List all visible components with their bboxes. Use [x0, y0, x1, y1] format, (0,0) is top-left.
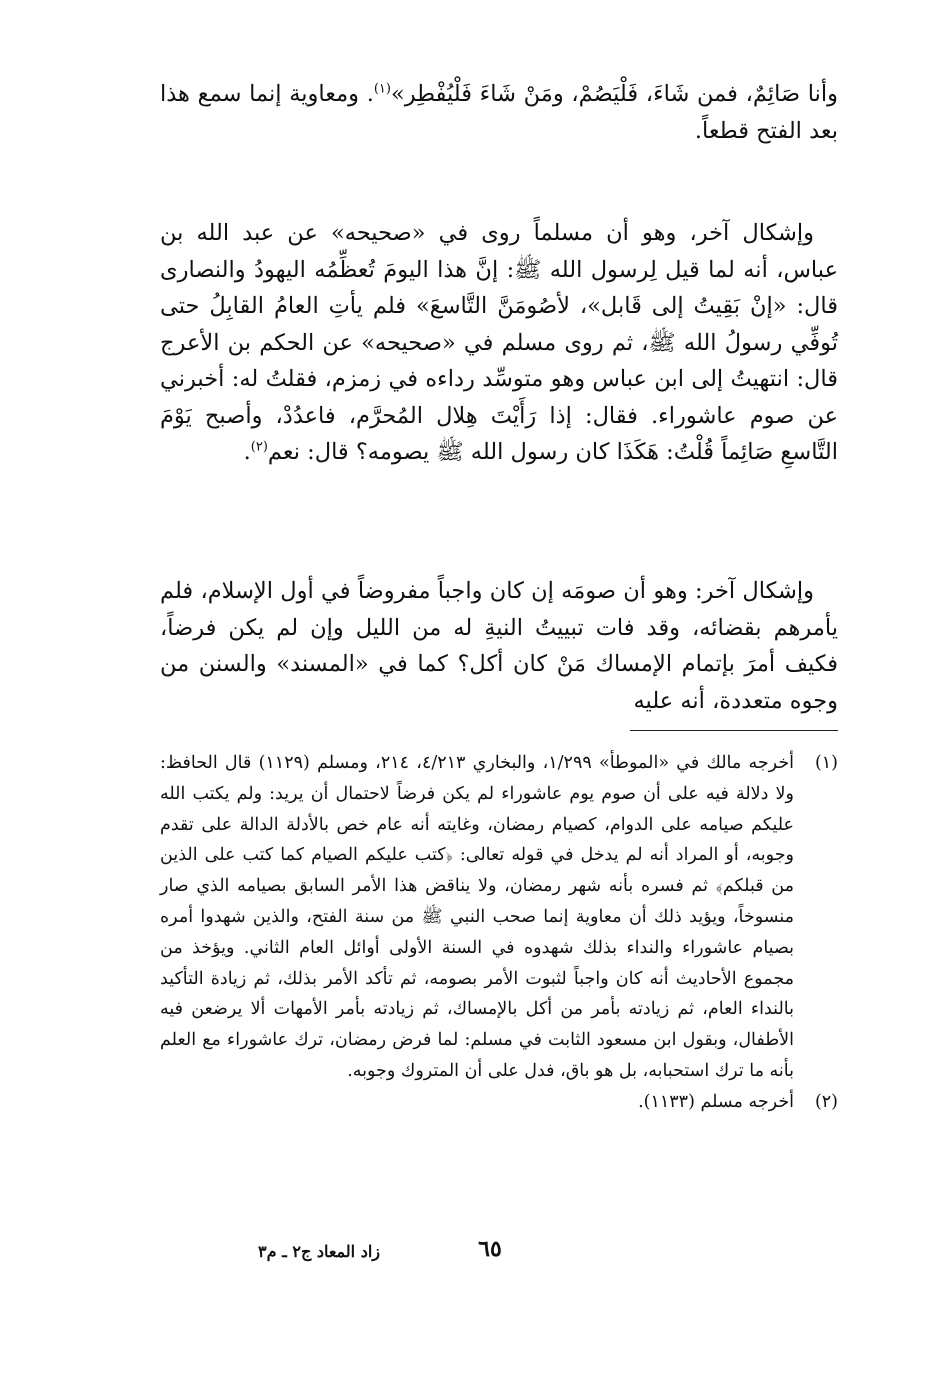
paragraph-1-text: [160, 76, 838, 149]
footnote-ref-1[interactable]: (١): [373, 81, 391, 97]
paragraph-3-text: وإشكال آخر: وهو أن صومَه إن كان واجباً مفروضاً في أول الإسلام، فلم يأمرهم بقضائه، وقد فات تبييتُ النيةِ له من الليل وإن لم يكن فرضاً، فكيف أمرَ بإتمام الإمساك مَنْ كان أكل؟ كما في «المسند» والسنن من وجوه متعددة، أنه عليه: [160, 578, 838, 714]
footnotes: [160, 748, 838, 1118]
footnote-2-number: (٢): [814, 1091, 838, 1112]
footnote-2: [160, 1087, 838, 1118]
page-number: ٦٥: [478, 1236, 502, 1262]
paragraph-1-text-a: وأنا صَائِمٌ، فمن شَاءَ، فَلْيَصُمْ، ومَنْ شَاءَ فَلْيُفْطِر»: [390, 81, 838, 107]
paragraph-2-text: [160, 215, 838, 471]
footnote-separator: [630, 730, 838, 731]
footnote-ref-2[interactable]: (٢): [250, 439, 268, 455]
paragraph-1-text-b: . ومعاوية إنما سمع هذا بعد الفتح قطعاً.: [160, 81, 838, 144]
footnote-1-text: أخرجه مالك في «الموطأ» ١/٢٩٩، والبخاري ٤/٢١٣، ٢١٤، ومسلم (١١٢٩) قال الحافظ: ولا دلالة فيه على أن صوم يوم عاشوراء لم يكن فرضاً لاحتمال أن يريد: ولم يكتب الله عليكم صيامه على الدوام، كصيام رمضان، وغايته أنه عام خص بالأدلة الدالة على تقدم وجوبه، أو المراد أنه لم يدخل في قوله تعالى: ﴿كتب عليكم الصيام كما كتب على الذين من قبلكم﴾ ثم فسره بأنه شهر رمضان، ولا يناقض هذا الأمر السابق بصيامه الذي صار منسوخاً، ويؤيد ذلك أن معاوية إنما صحب النبي ﷺ من سنة الفتح، والذين شهدوا أمره بصيام عاشوراء والنداء بذلك شهدوه في السنة الأولى أوائل العام الثاني. ويؤخذ من مجموع الأحاديث أنه كان واجباً لثبوت الأمر بصومه، ثم تأكد الأمر بذلك، ثم زيادة التأكيد بالنداء العام، ثم زيادته بأمر من أكل بالإمساك، ثم زيادته بأمر الأمهات ألا يرضعن فيه الأطفال، وبقول ابن مسعود الثابت في مسلم: لما فرض رمضان، ترك عاشوراء مع العلم بأنه ما ترك استحبابه، بل هو باق، فدل على أن المتروك وجوبه.: [160, 753, 794, 1081]
footnote-1: [160, 748, 838, 1087]
paragraph-2: [160, 215, 838, 471]
paragraph-3: [160, 573, 838, 719]
running-foot: زاد المعاد ج٢ ـ م٣: [258, 1242, 380, 1261]
footnote-2-text: أخرجه مسلم (١١٣٣).: [638, 1091, 794, 1112]
paragraph-1: [160, 76, 838, 149]
paragraph-2-text-b: .: [243, 439, 251, 465]
paragraph-2-text-a: وإشكال آخر، وهو أن مسلماً روى في «صحيحه» عن عبد الله بن عباس، أنه لما قيل لِرسول الله ﷺ: إنَّ هذا اليومَ تُعظِّمُه اليهودُ والنصارى قال: «إنْ بَقِيتُ إلى قَابل»، لأصُومَنَّ التَّاسعَ» فلم يأتِ العامُ القابِلُ حتى تُوفِّي رسولُ الله ﷺ، ثم روى مسلم في «صحيحه» عن الحكم بن الأعرج قال: انتهيتُ إلى ابن عباس وهو متوسِّد رداءه في زمزم، فقلتُ له: أخبرني عن صوم عاشوراء. فقال: إذا رَأَيْتَ هِلال المُحرَّم، فاعدُدْ، وأصبح يَوْمَ التَّاسعِ صَائِماً قُلْتُ: هَكَذَا كان رسول الله ﷺ يصومه؟ قال: نعم: [160, 220, 838, 465]
footnote-1-number: (١): [814, 753, 838, 773]
